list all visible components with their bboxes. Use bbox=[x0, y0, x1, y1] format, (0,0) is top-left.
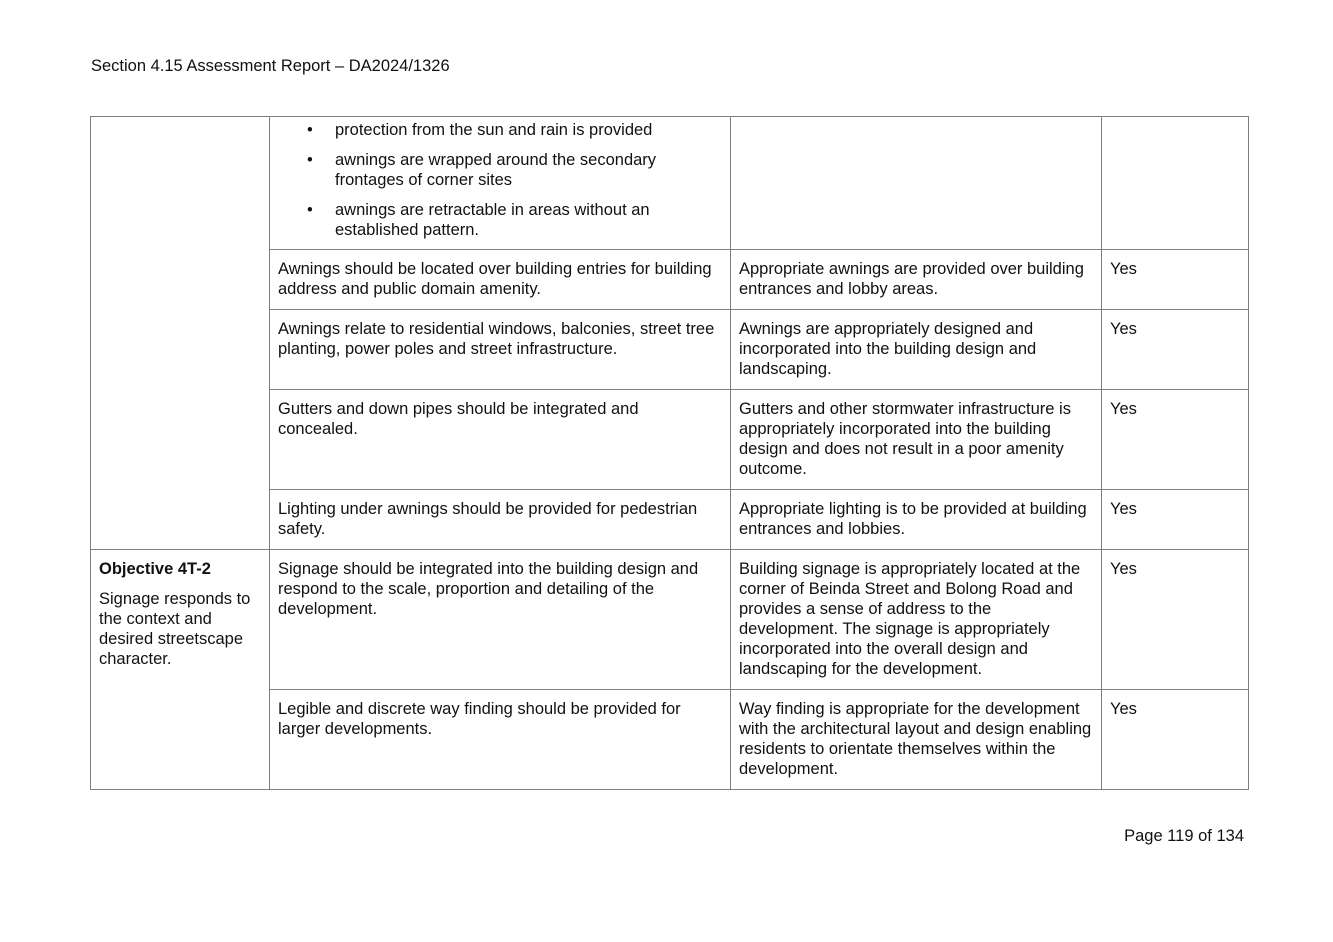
page-header: Section 4.15 Assessment Report – DA2024/1326 bbox=[91, 57, 450, 75]
comment-cell: Gutters and other stormwater infrastructure is appropriately incorporated into the building design and does not result in a poor amenity outcome. bbox=[731, 390, 1102, 490]
compliance-cell: Yes bbox=[1102, 390, 1249, 490]
bullet-list bbox=[278, 120, 722, 240]
control-cell: Awnings relate to residential windows, balconies, street tree planting, power poles and street infrastructure. bbox=[270, 310, 731, 390]
comment-cell: Appropriate awnings are provided over building entrances and lobby areas. bbox=[731, 250, 1102, 310]
comment-cell: Appropriate lighting is to be provided at building entrances and lobbies. bbox=[731, 490, 1102, 550]
compliance-cell: Yes bbox=[1102, 690, 1249, 790]
control-cell: Awnings should be located over building entries for building address and public domain amenity. bbox=[270, 250, 731, 310]
comment-cell: Awnings are appropriately designed and incorporated into the building design and landscaping. bbox=[731, 310, 1102, 390]
page-number: Page 119 of 134 bbox=[1124, 827, 1244, 845]
objective-text: Signage responds to the context and desired streetscape character. bbox=[99, 590, 251, 668]
objective-title: Objective 4T-2 bbox=[99, 560, 211, 578]
compliance-cell: Yes bbox=[1102, 490, 1249, 550]
compliance-cell: Yes bbox=[1102, 550, 1249, 690]
table-row bbox=[91, 550, 1249, 690]
list-item: • awnings are wrapped around the secondary frontages of corner sites bbox=[278, 150, 722, 190]
control-cell: Signage should be integrated into the building design and respond to the scale, proportion and detailing of the development. bbox=[270, 550, 731, 690]
compliance-cell: Yes bbox=[1102, 310, 1249, 390]
assessment-table bbox=[90, 116, 1249, 790]
compliance-cell: Yes bbox=[1102, 250, 1249, 310]
objective-cell bbox=[91, 550, 270, 790]
comment-cell bbox=[731, 117, 1102, 250]
compliance-cell bbox=[1102, 117, 1249, 250]
list-item: • awnings are retractable in areas without an established pattern. bbox=[278, 200, 722, 240]
objective-cell-empty bbox=[91, 117, 270, 550]
list-item: • protection from the sun and rain is provided bbox=[278, 120, 722, 140]
comment-cell: Building signage is appropriately located at the corner of Beinda Street and Bolong Road and provides a sense of address to the development. The signage is appropriately incorporated into the overall design and landscaping for the development. bbox=[731, 550, 1102, 690]
control-cell: Gutters and down pipes should be integrated and concealed. bbox=[270, 390, 731, 490]
comment-cell: Way finding is appropriate for the development with the architectural layout and design enabling residents to orientate themselves within the development. bbox=[731, 690, 1102, 790]
control-cell: Legible and discrete way finding should be provided for larger developments. bbox=[270, 690, 731, 790]
control-cell bbox=[270, 117, 731, 250]
table-row bbox=[91, 117, 1249, 250]
control-cell: Lighting under awnings should be provided for pedestrian safety. bbox=[270, 490, 731, 550]
